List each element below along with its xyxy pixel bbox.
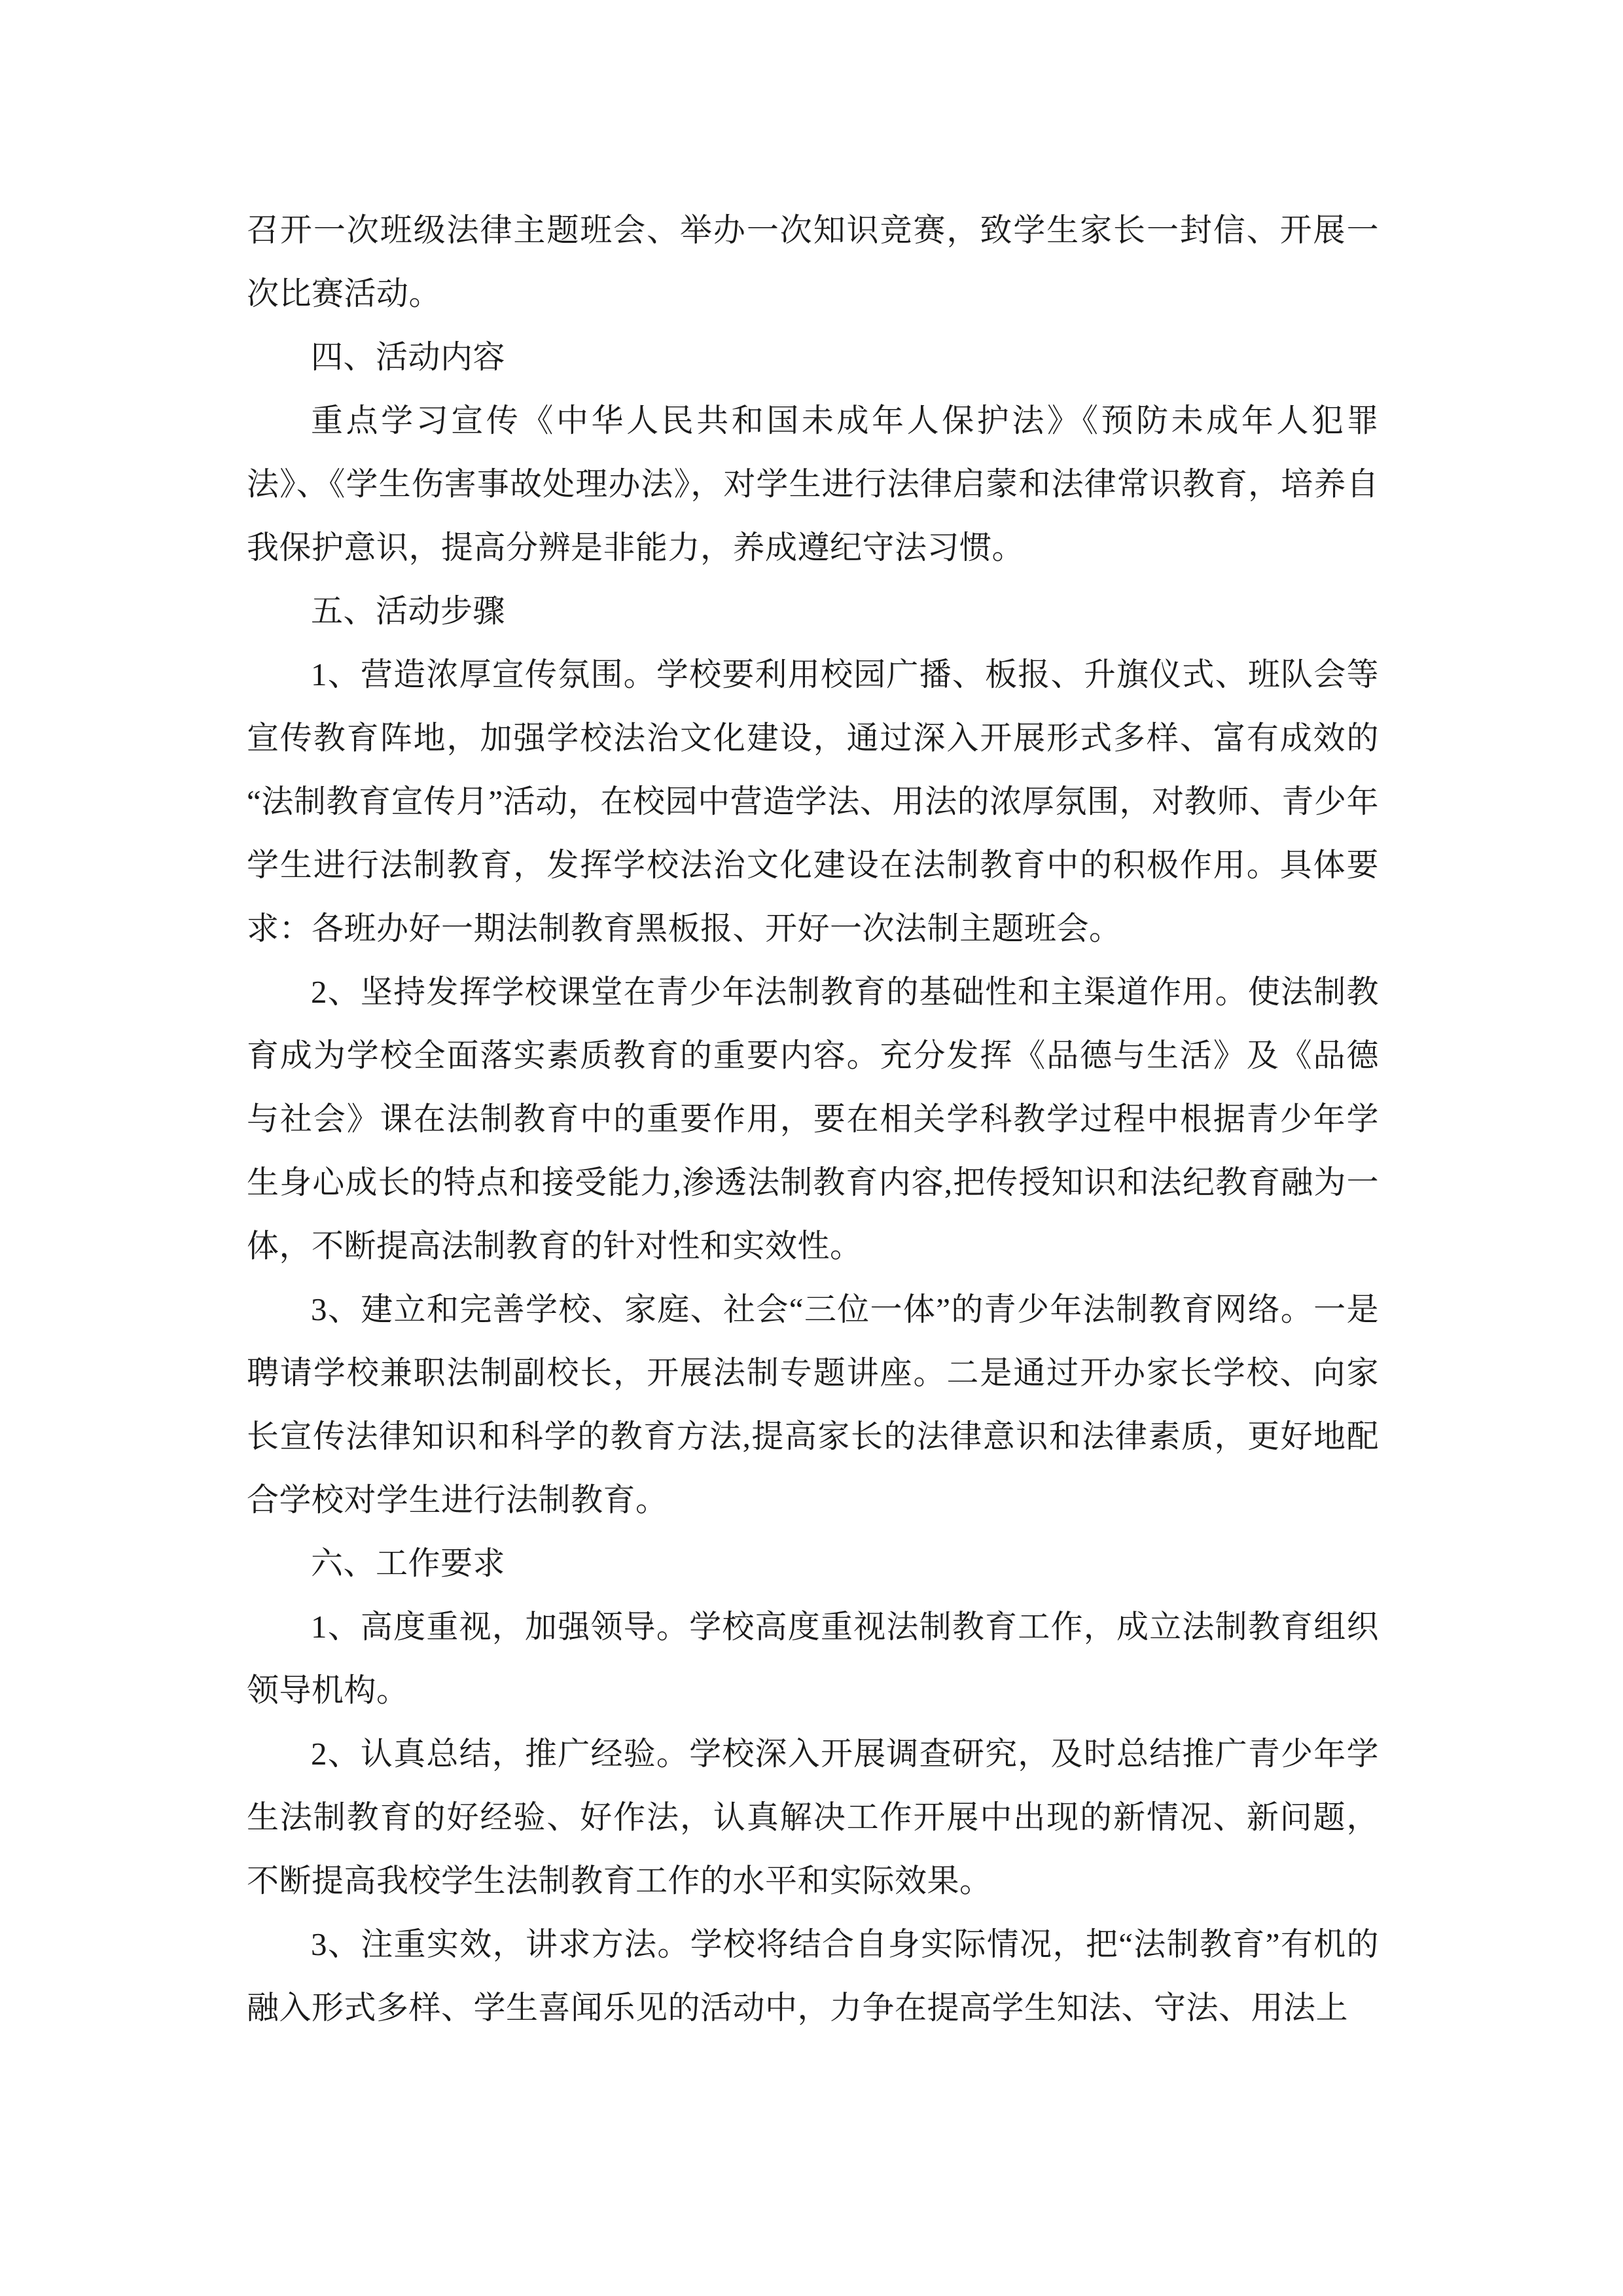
paragraph-step-2: 2、坚持发挥学校课堂在青少年法制教育的基础性和主渠道作用。使法制教育成为学校全面落实素质教育的重要内容。充分发挥《品德与生活》及《品德与社会》课在法制教育中的重要作用，要在相关学科教学过程中根据青少年学生身心成长的特点和接受能力,渗透法制教育内容,把传授知识和法纪教育融为一体，不断提高法制教育的针对性和实效性。 bbox=[247, 974, 1379, 1264]
heading-section-six: 六、工作要求 bbox=[311, 1545, 506, 1581]
paragraph-step-3: 3、建立和完善学校、家庭、社会“三位一体”的青少年法制教育网络。一是聘请学校兼职法制副校长，开展法制专题讲座。二是通过开办家长学校、向家长宣传法律知识和科学的教育方法,提高家长的法律意识和法律素质，更好地配合学校对学生进行法制教育。 bbox=[247, 1291, 1379, 1518]
paragraph-activity-content: 重点学习宣传《中华人民共和国未成年人保护法》《预防未成年人犯罪法》、《学生伤害事故处理办法》，对学生进行法律启蒙和法律常识教育，培养自我保护意识，提高分辨是非能力，养成遵纪守法习惯。 bbox=[247, 403, 1379, 565]
paragraph-requirement-3: 3、注重实效，讲求方法。学校将结合自身实际情况，把“法制教育”有机的融入形式多样、学生喜闻乐见的活动中，力争在提高学生知法、守法、用法上 bbox=[247, 1926, 1379, 2026]
heading-section-four: 四、活动内容 bbox=[311, 339, 506, 375]
paragraph-requirement-2: 2、认真总结，推广经验。学校深入开展调查研究，及时总结推广青少年学生法制教育的好经验、好作法，认真解决工作开展中出现的新情况、新问题，不断提高我校学生法制教育工作的水平和实际效果。 bbox=[247, 1736, 1379, 1899]
paragraph-continuation: 召开一次班级法律主题班会、举办一次知识竞赛，致学生家长一封信、开展一次比赛活动。 bbox=[247, 212, 1379, 312]
paragraph-step-1: 1、营造浓厚宣传氛围。学校要利用校园广播、板报、升旗仪式、班队会等宣传教育阵地，加强学校法治文化建设，通过深入开展形式多样、富有成效的“法制教育宣传月”活动，在校园中营造学法、用法的浓厚氛围，对教师、青少年学生进行法制教育，发挥学校法治文化建设在法制教育中的积极作用。具体要求：各班办好一期法制教育黑板报、开好一次法制主题班会。 bbox=[247, 656, 1379, 946]
heading-section-five: 五、活动步骤 bbox=[311, 593, 506, 629]
paragraph-requirement-1: 1、高度重视，加强领导。学校高度重视法制教育工作，成立法制教育组织领导机构。 bbox=[247, 1609, 1379, 1708]
document-body bbox=[247, 198, 1379, 2039]
